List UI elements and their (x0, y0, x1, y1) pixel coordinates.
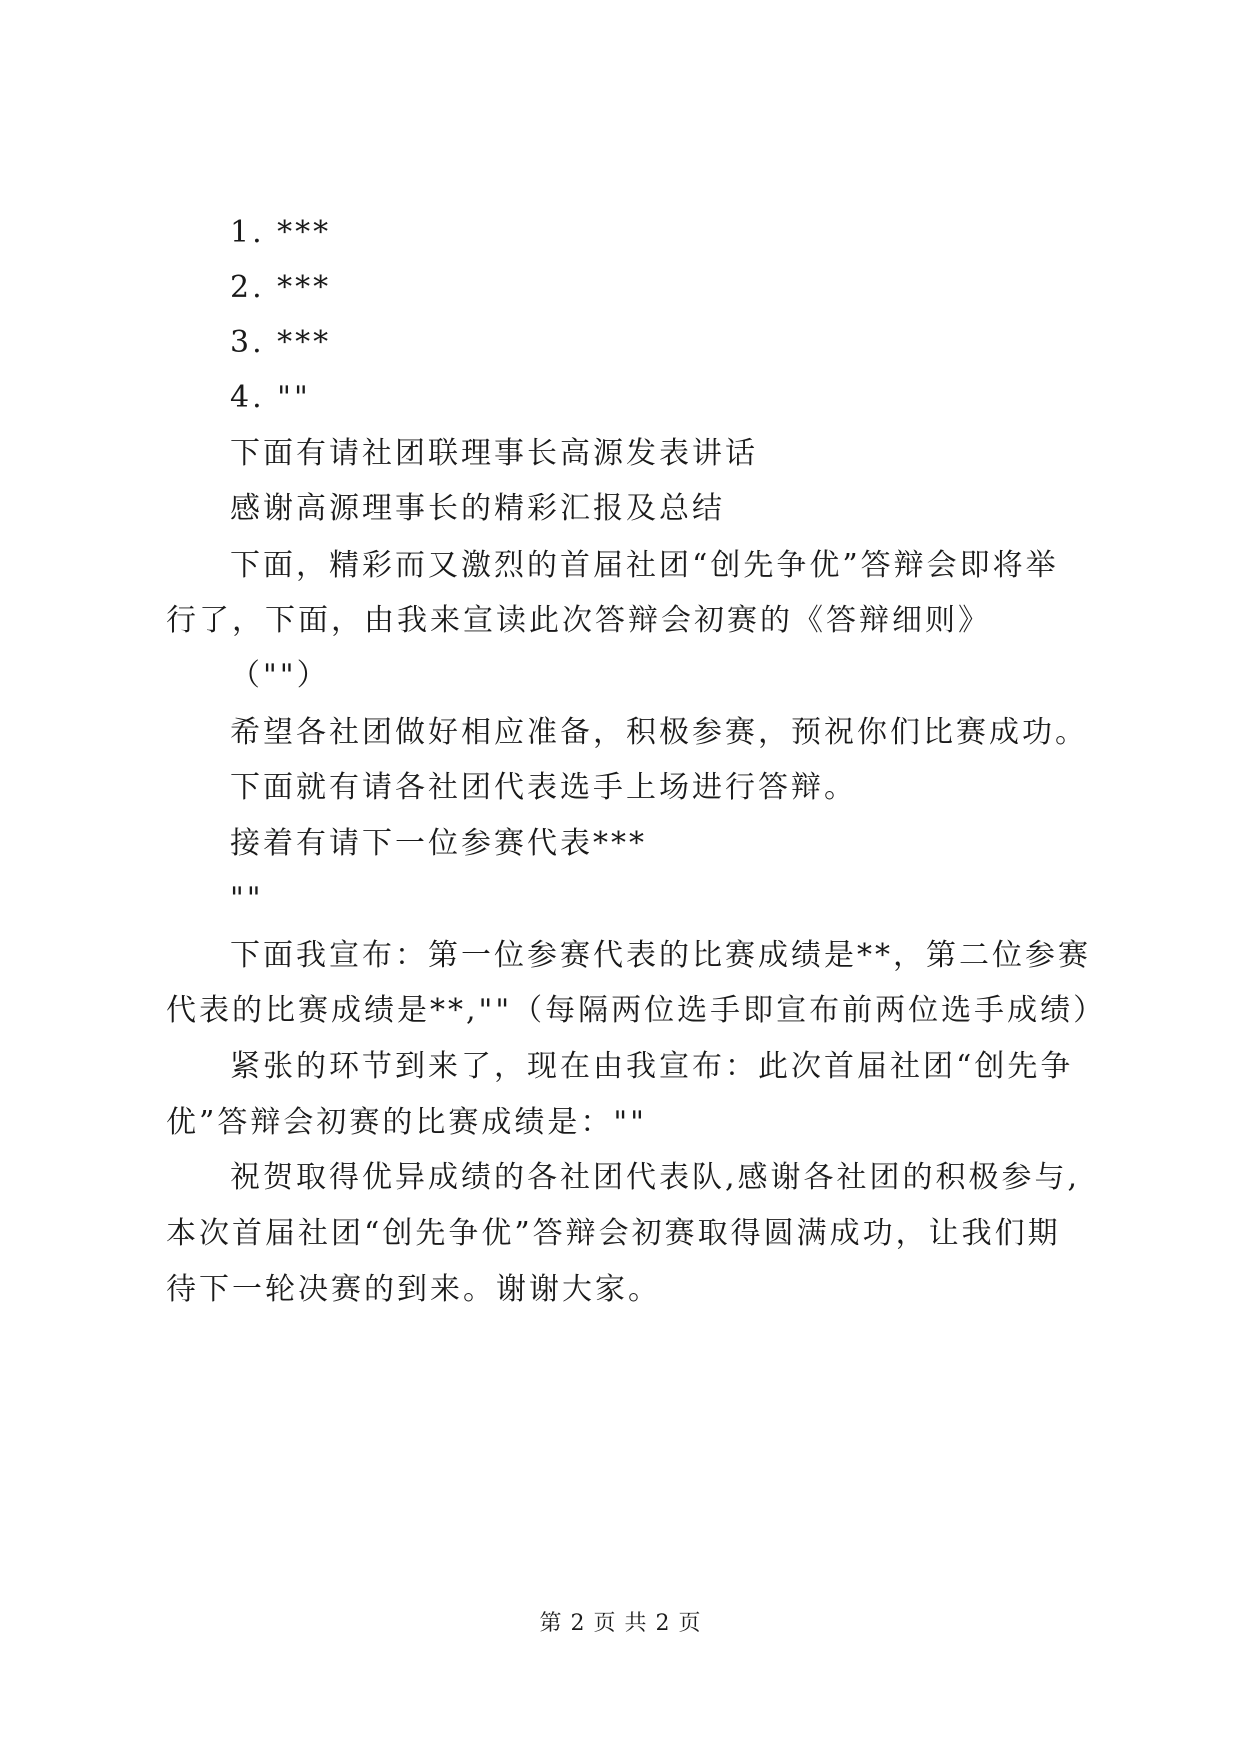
paragraph-line: 下面有请社团联理事长高源发表讲话 (230, 436, 758, 471)
paragraph-line: 代表的比赛成绩是**,""（每隔两位选手即宣布前两位选手成绩） (166, 993, 1107, 1028)
paragraph-line: 下面就有请各社团代表选手上场进行答辩。 (230, 770, 857, 805)
paragraph-line: 待下一轮决赛的到来。谢谢大家。 (166, 1272, 661, 1307)
paragraph-line: 感谢高源理事长的精彩汇报及总结 (230, 491, 725, 526)
paragraph-line: 下面，精彩而又激烈的首届社团“创先争优”答辩会即将举 (230, 548, 1059, 583)
paragraph-line: 接着有请下一位参赛代表*** (230, 826, 647, 861)
paragraph-line: "" (230, 881, 264, 916)
list-item-2: 2. *** (230, 270, 332, 305)
paragraph-line: 本次首届社团“创先争优”答辩会初赛取得圆满成功，让我们期 (166, 1216, 1061, 1251)
paragraph-line: 希望各社团做好相应准备，积极参赛，预祝你们比赛成功。 (230, 715, 1088, 750)
list-item-3: 3. *** (230, 325, 332, 360)
paragraph-line: 行了，下面，由我来宣读此次答辩会初赛的《答辩细则》 (166, 603, 991, 638)
paragraph-line: （""） (230, 658, 330, 693)
page-number-footer: 第 2 页 共 2 页 (539, 1611, 702, 1636)
paragraph-line: 祝贺取得优异成绩的各社团代表队,感谢各社团的积极参与, (230, 1160, 1081, 1195)
list-item-1: 1. *** (230, 215, 332, 250)
paragraph-line: 下面我宣布：第一位参赛代表的比赛成绩是**，第二位参赛 (230, 938, 1091, 973)
paragraph-line: 紧张的环节到来了，现在由我宣布：此次首届社团“创先争 (230, 1049, 1074, 1084)
paragraph-line: 优”答辩会初赛的比赛成绩是："" (166, 1105, 647, 1140)
list-item-4: 4. "" (230, 380, 311, 415)
